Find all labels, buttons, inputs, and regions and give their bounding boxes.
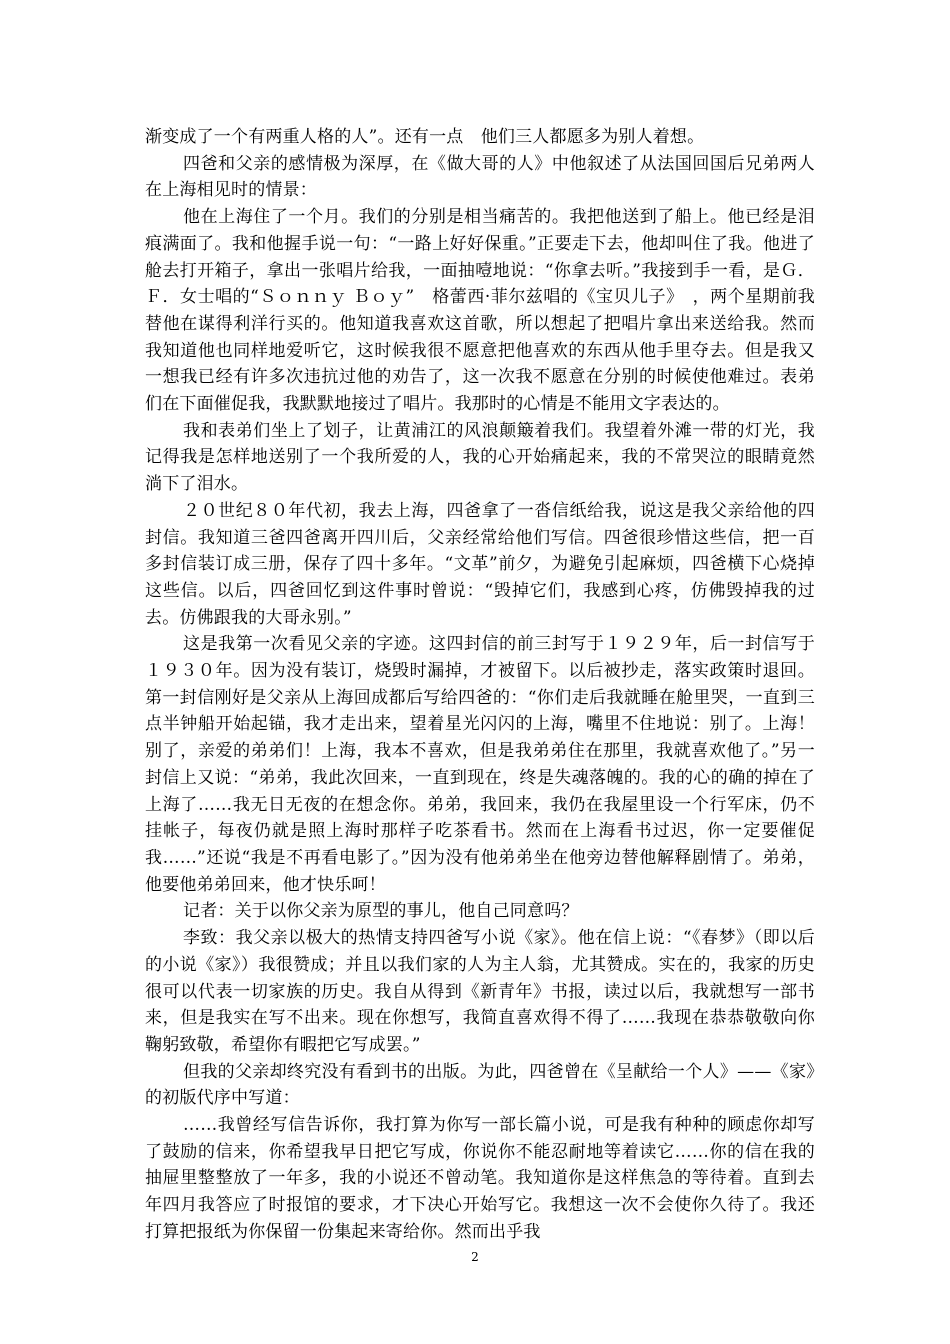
paragraph: ２０世纪８０年代初，我去上海，四爸拿了一沓信纸给我，说这是我父亲给他的四封信。我知道三爸四爸离开四川后，父亲经常给他们写信。四爸很珍惜这些信，把一百多封信装订成三册，保存了四十多年。“文革”前夕，为避免引起麻烦，四爸横下心烧掉这些信。以后，四爸回忆到这件事时曾说：“毁掉它们，我感到心疼，仿佛毁掉我的过去。仿佛跟我的大哥永别。”: [145, 500, 815, 628]
interview-answer: 李致：我父亲以极大的热情支持四爸写小说《家》。他在信上说：“《春梦》（即以后的小说《家》）我很赞成；并且以我们家的人为主人翁，尤其赞成。实在的，我家的历史很可以代表一切家族的历史。我自从得到《新青年》书报，读过以后，我就想写一部书来，但是我实在写不出来。现在你想写，我简直喜欢得不得了……我现在恭恭敬敬向你鞠躬致敬，希望你有暇把它写成罢。”: [145, 928, 815, 1055]
interview-question: 记者：关于以你父亲为原型的事儿，他自己同意吗？: [183, 901, 579, 922]
quoted-paragraph: 我和表弟们坐上了划子，让黄浦江的风浪颠簸着我们。我望着外滩一带的灯光，我记得我是怎样地送别了一个我所爱的人，我的心开始痛起来，我的不常哭泣的眼睛竟然淌下了泪水。: [145, 420, 815, 495]
paragraph: 四爸和父亲的感情极为深厚，在《做大哥的人》中他叙述了从法国回国后兄弟两人在上海相见时的情景：: [145, 153, 815, 201]
body-text: [145, 124, 815, 1246]
paragraph: 渐变成了一个有两重人格的人”。还有一点 他们三人都愿多为别人着想。: [145, 127, 705, 147]
paragraph: 但我的父亲却终究没有看到书的出版。为此，四爸曾在《呈献给一个人》——《家》的初版代序中写道：: [145, 1061, 815, 1109]
paragraph: 这是我第一次看见父亲的字迹。这四封信的前三封写于１９２９年，后一封信写于１９３０年。因为没有装订，烧毁时漏掉，才被留下。以后被抄走，落实政策时退回。第一封信刚好是父亲从上海回成都后写给四爸的：“你们走后我就睡在舱里哭，一直到三点半钟船开始起锚，我才走出来，望着星光闪闪的上海，嘴里不住地说：别了。上海！别了，亲爱的弟弟们！上海，我本不喜欢，但是我弟弟住在那里，我就喜欢他了。”另一封信上又说：“弟弟，我此次回来，一直到现在，终是失魂落魄的。我的心的确的掉在了上海了……我无日无夜的在想念你。弟弟，我回来，我仍在我屋里设一个行军床，仍不挂帐子，每夜仍就是照上海时那样子吃茶看书。然而在上海看书过迟，你一定要催促我……”还说“我是不再看电影了。”因为没有他弟弟坐在他旁边替他解释剧情了。弟弟，他要他弟弟回来，他才快乐呵！: [145, 634, 815, 895]
page-number: 2: [471, 1250, 479, 1264]
quoted-paragraph: ……我曾经写信告诉你，我打算为你写一部长篇小说，可是我有种种的顾虑你却写了鼓励的信来，你希望我早日把它写成，你说你不能忍耐地等着读它……你的信在我的抽屉里整整放了一年多，我的小说还不曾动笔。我知道你是这样焦急的等待着。直到去年四月我答应了时报馆的要求，才下决心开始写它。我想这一次不会使你久待了。我还打算把报纸为你保留一份集起来寄给你。然而出乎我: [145, 1115, 815, 1242]
quoted-paragraph: 他在上海住了一个月。我们的分别是相当痛苦的。我把他送到了船上。他已经是泪痕满面了。我和他握手说一句：“一路上好好保重。”正要走下去，他却叫住了我。他进了舱去打开箱子，拿出一张唱片给我，一面抽噎地说：“你拿去听。”我接到手一看，是Ｇ．Ｆ．女士唱的“Ｓｏｎｎｙ Ｂｏｙ” 格蕾西·菲尔兹唱的《宝贝儿子》 ，两个星期前我替他在谋得利洋行买的。他知道我喜欢这首歌，所以想起了把唱片拿出来送给我。然而我知道他也同样地爱听它，这时候我很不愿意把他喜欢的东西从他手里夺去。但是我又一想我已经有许多次违抗过他的劝告了，这一次我不愿意在分别的时候使他难过。表弟们在下面催促我，我默默地接过了唱片。我那时的心情是不能用文字表达的。: [145, 207, 815, 415]
